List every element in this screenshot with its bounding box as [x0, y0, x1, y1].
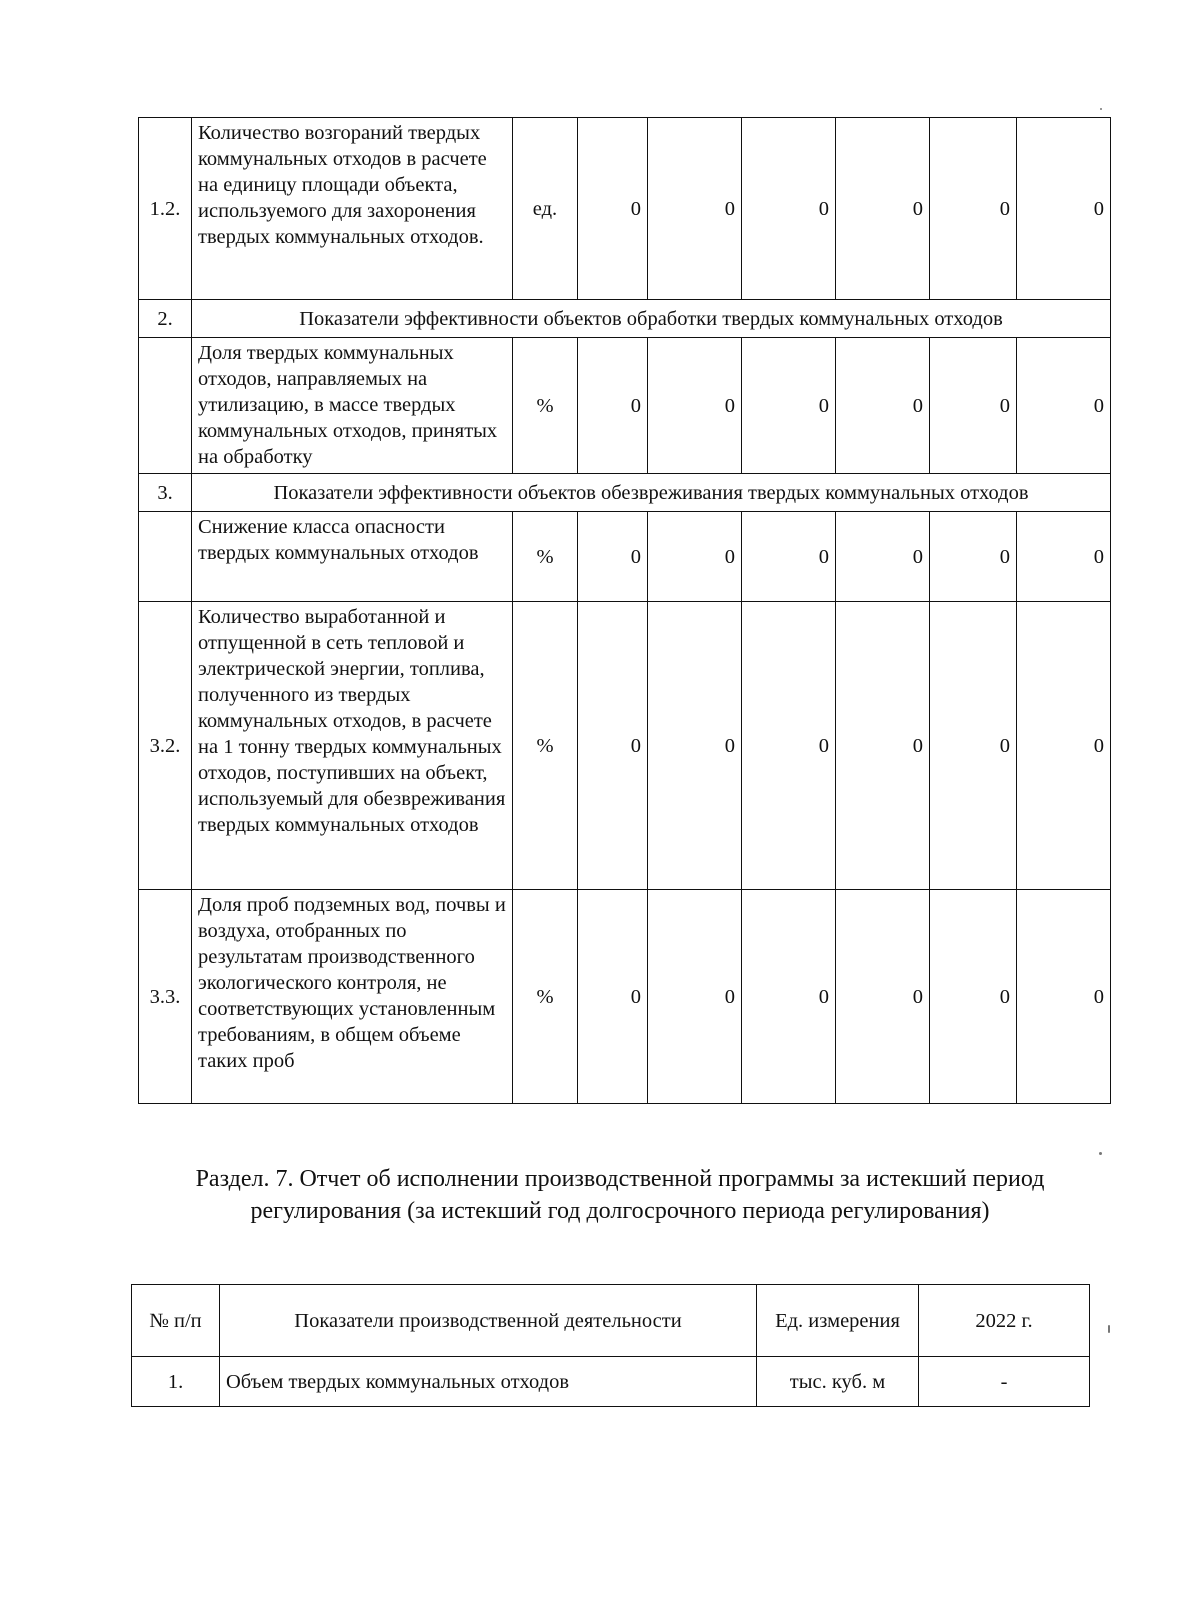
value-cell: 0 — [930, 118, 1017, 300]
row-number — [139, 512, 192, 602]
header-number: № п/п — [132, 1285, 220, 1357]
value-cell: 0 — [648, 890, 742, 1104]
table-row — [139, 602, 1111, 890]
row-number — [139, 338, 192, 474]
section-row — [139, 300, 1111, 338]
value-cell: 0 — [742, 890, 836, 1104]
row-number: 1.2. — [139, 118, 192, 300]
value-cell: 0 — [648, 602, 742, 890]
indicator-text: Объем твердых коммунальных отходов — [220, 1357, 757, 1407]
value-cell: - — [919, 1357, 1090, 1407]
unit-cell: % — [513, 602, 578, 890]
section-number: 2. — [139, 300, 192, 338]
unit-cell: % — [513, 890, 578, 1104]
value-cell: 0 — [578, 602, 648, 890]
unit-cell: % — [513, 338, 578, 474]
unit-cell: ед. — [513, 118, 578, 300]
section-number: 3. — [139, 474, 192, 512]
value-cell: 0 — [836, 602, 930, 890]
value-cell: 0 — [648, 338, 742, 474]
value-cell: 0 — [1017, 602, 1111, 890]
unit-cell: % — [513, 512, 578, 602]
section-title: Показатели эффективности объектов обезвреживания твердых коммунальных отходов — [192, 474, 1111, 512]
indicator-text: Доля проб подземных вод, почвы и воздуха, отобранных по результатам производственного экологического контроля, не соответствующих установленным требованиям, в общем объеме таких проб — [192, 890, 513, 1104]
value-cell: 0 — [578, 890, 648, 1104]
value-cell: 0 — [578, 338, 648, 474]
row-number: 1. — [132, 1357, 220, 1407]
scan-speck — [1108, 1325, 1110, 1333]
value-cell: 0 — [648, 118, 742, 300]
indicators-table — [138, 117, 1111, 1104]
indicator-text: Количество выработанной и отпущенной в сеть тепловой и электрической энергии, топлива, полученного из твердых коммунальных отходов, в расчете на 1 тонну твердых коммунальных отходов, поступивших на объект, используемый для обезвреживания твердых коммунальных отходов — [192, 602, 513, 890]
table-row — [132, 1357, 1090, 1407]
value-cell: 0 — [1017, 890, 1111, 1104]
value-cell: 0 — [742, 118, 836, 300]
table-row — [139, 890, 1111, 1104]
value-cell: 0 — [578, 118, 648, 300]
value-cell: 0 — [836, 338, 930, 474]
value-cell: 0 — [930, 338, 1017, 474]
value-cell: 0 — [1017, 118, 1111, 300]
value-cell: 0 — [930, 890, 1017, 1104]
section-title: Показатели эффективности объектов обработки твердых коммунальных отходов — [192, 300, 1111, 338]
value-cell: 0 — [930, 602, 1017, 890]
value-cell: 0 — [742, 338, 836, 474]
indicator-text: Доля твердых коммунальных отходов, направляемых на утилизацию, в массе твердых коммунальных отходов, принятых на обработку — [192, 338, 513, 474]
value-cell: 0 — [648, 512, 742, 602]
value-cell: 0 — [578, 512, 648, 602]
header-year: 2022 г. — [919, 1285, 1090, 1357]
table-row — [139, 118, 1111, 300]
section-row — [139, 474, 1111, 512]
table-row — [139, 338, 1111, 474]
header-unit: Ед. измерения — [757, 1285, 919, 1357]
value-cell: 0 — [836, 118, 930, 300]
value-cell: 0 — [742, 512, 836, 602]
value-cell: 0 — [930, 512, 1017, 602]
unit-cell: тыс. куб. м — [757, 1357, 919, 1407]
table-row — [139, 512, 1111, 602]
scan-speck — [1100, 108, 1102, 110]
scan-speck — [1099, 1152, 1102, 1155]
header-indicator: Показатели производственной деятельности — [220, 1285, 757, 1357]
value-cell: 0 — [742, 602, 836, 890]
value-cell: 0 — [836, 890, 930, 1104]
indicator-text: Количество возгораний твердых коммунальных отходов в расчете на единицу площади объекта, используемого для захоронения твердых коммунальных отходов. — [192, 118, 513, 300]
indicator-text: Снижение класса опасности твердых коммунальных отходов — [192, 512, 513, 602]
value-cell: 0 — [836, 512, 930, 602]
table-header-row — [132, 1285, 1090, 1357]
value-cell: 0 — [1017, 512, 1111, 602]
section7-heading: Раздел. 7. Отчет об исполнении производственной программы за истекший период регулирования (за истекший год долгосрочного периода регулирования) — [195, 1166, 1045, 1224]
row-number: 3.3. — [139, 890, 192, 1104]
row-number: 3.2. — [139, 602, 192, 890]
value-cell: 0 — [1017, 338, 1111, 474]
production-report-table — [131, 1284, 1090, 1407]
